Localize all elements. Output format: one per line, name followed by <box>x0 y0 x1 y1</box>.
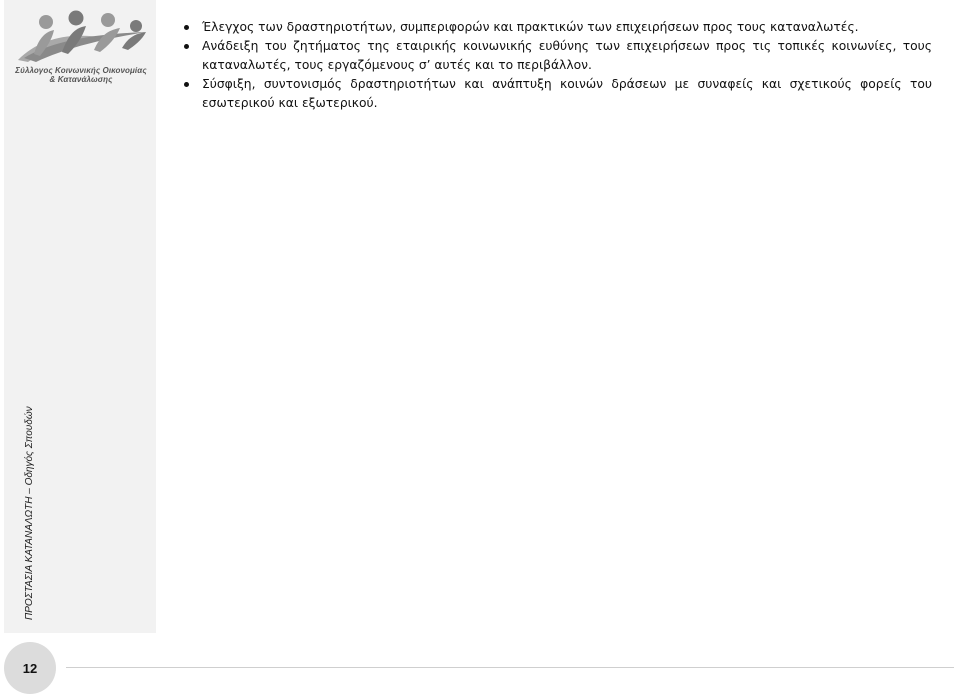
logo-text-line1: Σύλλογος Κοινωνικής Οικονομίας <box>15 66 147 75</box>
bullet-icon <box>184 82 189 87</box>
bullet-icon <box>184 44 189 49</box>
list-item-text: Έλεγχος των δραστηριοτήτων, συμπεριφορών και πρακτικών των επιχειρήσεων προς τους καταναλωτές. <box>202 20 859 34</box>
list-item <box>172 18 932 37</box>
sidebar <box>4 0 156 633</box>
list-item <box>172 75 932 113</box>
page-number-badge <box>4 642 56 694</box>
footer-divider <box>66 667 954 668</box>
logo-figures-icon <box>10 8 152 66</box>
logo-text-line2: & Κατανάλωσης <box>49 75 113 84</box>
main-content <box>172 18 932 113</box>
bullet-list <box>172 18 932 113</box>
page-number: 12 <box>22 660 38 676</box>
list-item <box>172 37 932 75</box>
list-item-text: Ανάδειξη του ζητήματος της εταιρικής κοινωνικής ευθύνης των επιχειρήσεων προς τις τοπικές κοινωνίες, τους καταναλωτές, τους εργαζόμενους σ’ αυτές και το περιβάλλον. <box>202 39 932 72</box>
organization-logo <box>10 8 152 86</box>
vertical-caption: ΠΡΟΣΤΑΣΙΑ ΚΑΤΑΝΑΛΩΤΗ – Οδηγός Σπουδών <box>24 406 35 620</box>
list-item-text: Σύσφιξη, συντονισμός δραστηριοτήτων και ανάπτυξη κοινών δράσεων με συναφείς και σχετικούς φορείς του εσωτερικού και εξωτερικού. <box>202 77 932 110</box>
bullet-icon <box>184 25 189 30</box>
